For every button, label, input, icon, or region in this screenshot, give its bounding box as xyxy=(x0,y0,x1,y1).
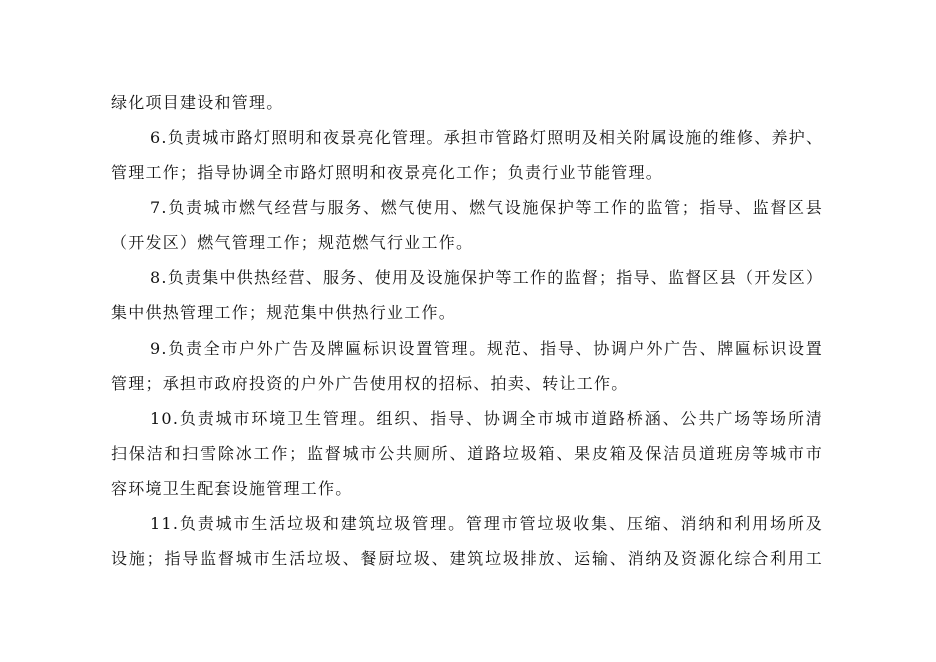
paragraph-line: 管理；承担市政府投资的户外广告使用权的招标、拍卖、转让工作。 xyxy=(111,374,629,393)
paragraph-line: （开发区）燃气管理工作；规范燃气行业工作。 xyxy=(111,233,474,252)
paragraph-line: 11.负责城市生活垃圾和建筑垃圾管理。管理市管垃圾收集、压缩、消纳和利用场所及 xyxy=(150,514,823,533)
paragraph-line: 绿化项目建设和管理。 xyxy=(111,93,284,112)
paragraph-line: 集中供热管理工作；规范集中供热行业工作。 xyxy=(111,303,457,322)
paragraph-line: 7.负责城市燃气经营与服务、燃气使用、燃气设施保护等工作的监管；指导、监督区县 xyxy=(150,198,823,217)
paragraph-line: 设施；指导监督城市生活垃圾、餐厨垃圾、建筑垃圾排放、运输、消纳及资源化综合利用工 xyxy=(111,549,823,568)
paragraph-line: 扫保洁和扫雪除冰工作；监督城市公共厕所、道路垃圾箱、果皮箱及保洁员道班房等城市市 xyxy=(111,444,823,463)
paragraph-line: 10.负责城市环境卫生管理。组织、指导、协调全市城市道路桥涵、公共广场等场所清 xyxy=(150,409,823,428)
paragraph-line: 容环境卫生配套设施管理工作。 xyxy=(111,479,353,498)
paragraph-line: 管理工作；指导协调全市路灯照明和夜景亮化工作；负责行业节能管理。 xyxy=(111,163,664,182)
paragraph-line: 9.负责全市户外广告及牌匾标识设置管理。规范、指导、协调户外广告、牌匾标识设置 xyxy=(150,339,823,358)
paragraph-line: 8.负责集中供热经营、服务、使用及设施保护等工作的监督；指导、监督区县（开发区） xyxy=(150,268,824,287)
paragraph-line: 6.负责城市路灯照明和夜景亮化管理。承担市管路灯照明及相关附属设施的维修、养护、 xyxy=(150,128,824,147)
